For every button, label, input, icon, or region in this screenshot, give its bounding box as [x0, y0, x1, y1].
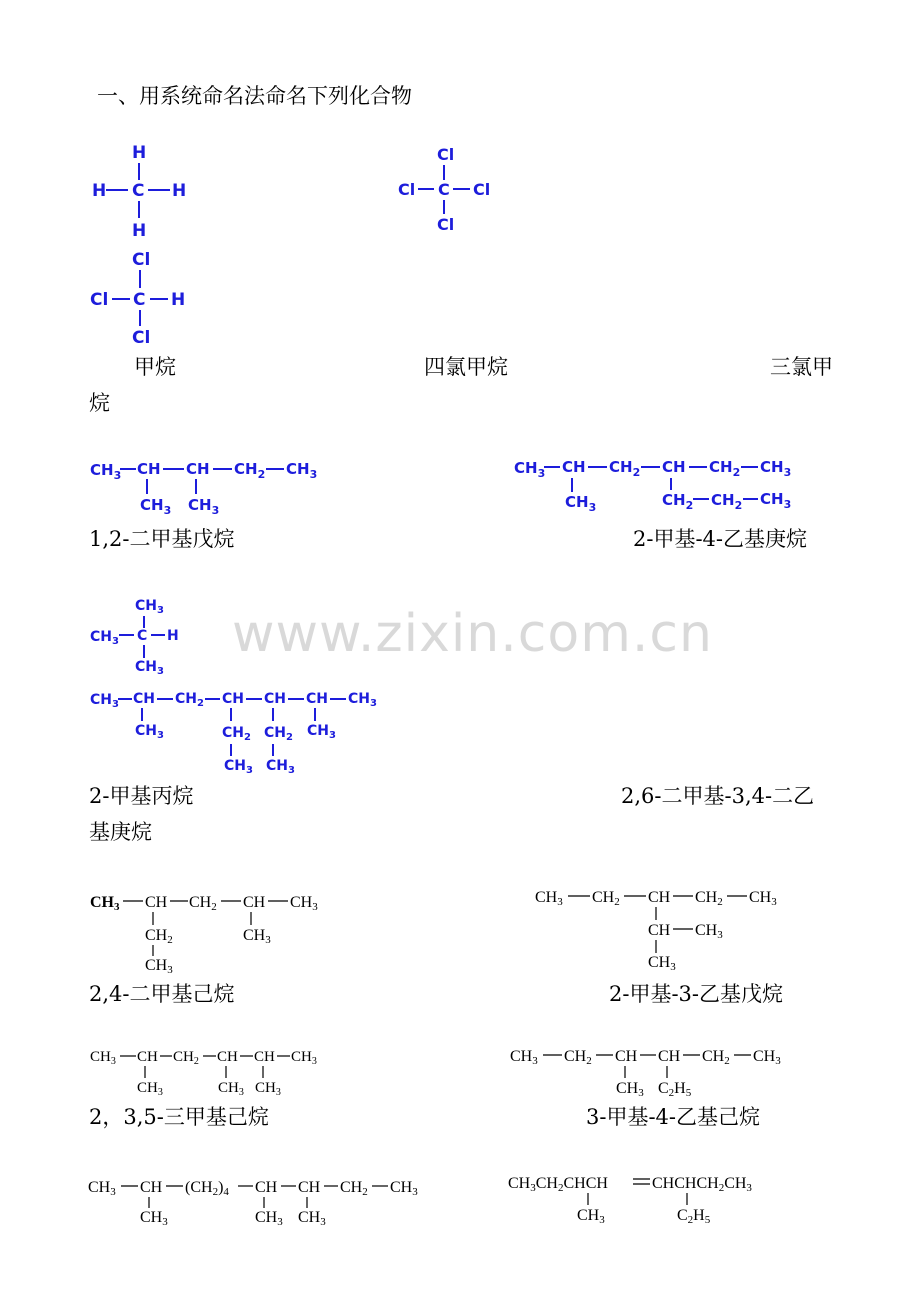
structure-4b [535, 889, 777, 973]
name-trichloromethane-part2: 烷 [89, 391, 110, 415]
svg-text:(CH2)4: (CH2)4 [185, 1179, 229, 1198]
svg-text:CH3: CH3 [577, 1207, 605, 1226]
svg-text:CH2: CH2 [592, 889, 620, 908]
name-trichloromethane-part1: 三氯甲 [770, 355, 833, 379]
structure-3b [90, 691, 377, 776]
name-5b: 3-甲基-4-乙基己烷 [586, 1105, 761, 1129]
svg-text:CH: CH [137, 460, 161, 478]
methane-top-atom: H [132, 143, 147, 163]
methane-center-atom: C [132, 181, 145, 201]
name-5a: 2，3,5-三甲基己烷 [89, 1105, 269, 1129]
svg-text:CH: CH [648, 922, 671, 939]
svg-text:CH3: $CH_3$ [188, 496, 220, 517]
chcl3-bottom-atom: Cl [132, 328, 151, 348]
ccl4-right-atom: Cl [473, 180, 491, 199]
svg-text:CH3: $CH_3$ [286, 460, 318, 481]
chcl3-right-atom: H [171, 290, 186, 310]
watermark: www.zixin.com.cn [232, 604, 713, 664]
svg-text:H: H [167, 628, 179, 644]
svg-text:CH: CH [562, 458, 586, 476]
ccl4-bottom-atom: Cl [437, 215, 455, 234]
svg-text:CH3: CH3 [535, 889, 563, 908]
svg-text:CH3: $CH_3$ [291, 1049, 317, 1067]
svg-text:CH: CH [298, 1179, 321, 1196]
svg-text:CH2: $CH_2$ [709, 458, 741, 479]
svg-text:CH2: CH2 [145, 927, 173, 946]
svg-text:CH3: $CH_3$ [255, 1080, 281, 1098]
ccl4-center-atom: C [438, 180, 450, 199]
structure-5a [90, 1049, 317, 1098]
structure-2a [90, 460, 317, 517]
structure-6b [508, 1175, 752, 1226]
svg-text:CH: CH [243, 894, 266, 911]
svg-text:CH2: $CH_2$ [609, 458, 641, 479]
structure-6a [88, 1179, 418, 1228]
svg-text:CH3: $CH_3$ [135, 659, 164, 677]
svg-text:CH: CH [648, 889, 671, 906]
structure-5b [510, 1048, 781, 1099]
svg-text:CH2: CH2 [702, 1048, 730, 1067]
structure-3a [90, 598, 179, 677]
svg-text:CH3: $CH_3$ [565, 493, 597, 514]
methane-structure [92, 143, 186, 241]
svg-text:CH3: CH3 [298, 1209, 326, 1228]
svg-text:CH: CH [306, 691, 328, 707]
svg-text:CH2: $CH_2$ [662, 491, 694, 512]
svg-text:CH3: $CH_3$ [224, 758, 253, 776]
ccl4-structure [398, 145, 490, 234]
svg-text:CH: CH [222, 691, 244, 707]
svg-text:CH: CH [254, 1049, 275, 1065]
svg-text:CH3: $CH_3$ [218, 1080, 244, 1098]
svg-text:CH3: CH3 [749, 889, 777, 908]
svg-text:CH3: $CH_3$ [307, 723, 336, 741]
svg-text:CH3CH2CHCH: CH3CH2CHCH [508, 1175, 608, 1194]
methane-right-atom: H [172, 181, 187, 201]
svg-text:CH: CH [615, 1048, 638, 1065]
name-3b-part1: 2,6-二甲基-3,4-二乙 [621, 784, 815, 808]
svg-text:CH3: CH3 [243, 927, 271, 946]
svg-text:CH2: CH2 [564, 1048, 592, 1067]
svg-text:CH2: $CH_2$ [234, 460, 266, 481]
svg-text:CH3: $CH_3$ [140, 496, 172, 517]
svg-text:CH2: $CH_2$ [175, 691, 204, 709]
svg-text:CH3: $CH_3$ [760, 490, 792, 511]
svg-text:CH3: $CH_3$ [135, 723, 164, 741]
svg-text:CH3: $CH_3$ [137, 1080, 163, 1098]
svg-text:CH: CH [264, 691, 286, 707]
name-tetrachloromethane: 四氯甲烷 [424, 355, 508, 379]
ccl4-top-atom: Cl [437, 145, 455, 164]
svg-text:CH: CH [662, 458, 686, 476]
svg-text:CH3: $CH_3$ [514, 459, 546, 480]
svg-text:CH: CH [140, 1179, 163, 1196]
svg-text:CH3: $CH_3$ [348, 691, 377, 709]
svg-text:CH3: $CH_3$ [90, 692, 119, 710]
svg-text:CH3: CH3 [648, 954, 676, 973]
svg-text:CH3: CH3 [290, 894, 318, 913]
name-methane: 甲烷 [134, 355, 176, 379]
chcl3-top-atom: Cl [132, 250, 151, 270]
svg-text:CH: CH [137, 1049, 158, 1065]
svg-text:CH: CH [217, 1049, 238, 1065]
svg-text:C: C [137, 628, 148, 644]
svg-text:CH3: CH3 [140, 1209, 168, 1228]
svg-text:CH3: CH3 [90, 894, 120, 913]
svg-text:CH3: $CH_3$ [135, 598, 164, 616]
ccl4-left-atom: Cl [398, 180, 416, 199]
chcl3-left-atom: Cl [90, 290, 109, 310]
heading: 一、用系统命名法命名下列化合物 [97, 84, 412, 108]
methane-bottom-atom: H [132, 221, 147, 241]
name-4a: 2,4-二甲基己烷 [89, 982, 235, 1006]
svg-text:CH2: $CH_2$ [264, 725, 293, 743]
svg-text:CH2: CH2 [340, 1179, 368, 1198]
name-2a: 1,2-二甲基戊烷 [89, 527, 235, 551]
svg-text:CH3: $CH_3$ [90, 461, 122, 482]
chcl3-structure [90, 250, 185, 348]
name-4b: 2-甲基-3-乙基戊烷 [609, 982, 784, 1006]
svg-text:CH3: $CH_3$ [90, 1049, 116, 1067]
svg-text:CH3: CH3 [510, 1048, 538, 1067]
svg-text:CH3: CH3 [255, 1209, 283, 1228]
svg-text:C2H5: C2H5 [658, 1080, 692, 1099]
svg-text:CHCHCH2CH3: CHCHCH2CH3 [652, 1175, 752, 1194]
svg-text:C2H5: C2H5 [677, 1207, 711, 1226]
name-3b-part2: 基庚烷 [89, 820, 152, 844]
svg-text:CH2: $CH_2$ [173, 1049, 199, 1067]
svg-text:CH3: CH3 [88, 1179, 116, 1198]
svg-text:CH3: CH3 [145, 957, 173, 976]
svg-text:CH3: CH3 [695, 922, 723, 941]
svg-text:CH2: CH2 [189, 894, 217, 913]
svg-text:CH: CH [186, 460, 210, 478]
svg-text:CH2: $CH_2$ [222, 725, 251, 743]
svg-text:CH: CH [658, 1048, 681, 1065]
svg-text:CH3: CH3 [753, 1048, 781, 1067]
structure-4a [90, 894, 318, 976]
svg-text:CH2: $CH_2$ [711, 491, 743, 512]
svg-text:CH3: $CH_3$ [90, 629, 119, 647]
svg-text:CH3: $CH_3$ [266, 758, 295, 776]
chcl3-center-atom: C [133, 290, 146, 310]
svg-text:CH3: CH3 [616, 1080, 644, 1099]
svg-text:CH: CH [133, 691, 155, 707]
svg-text:CH: CH [255, 1179, 278, 1196]
structure-2b [514, 458, 791, 514]
svg-text:CH2: CH2 [695, 889, 723, 908]
svg-text:CH: CH [145, 894, 168, 911]
svg-text:CH3: CH3 [390, 1179, 418, 1198]
name-2b: 2-甲基-4-乙基庚烷 [633, 527, 808, 551]
methane-left-atom: H [92, 181, 107, 201]
name-3a: 2-甲基丙烷 [89, 784, 194, 808]
svg-text:CH3: $CH_3$ [760, 458, 792, 479]
